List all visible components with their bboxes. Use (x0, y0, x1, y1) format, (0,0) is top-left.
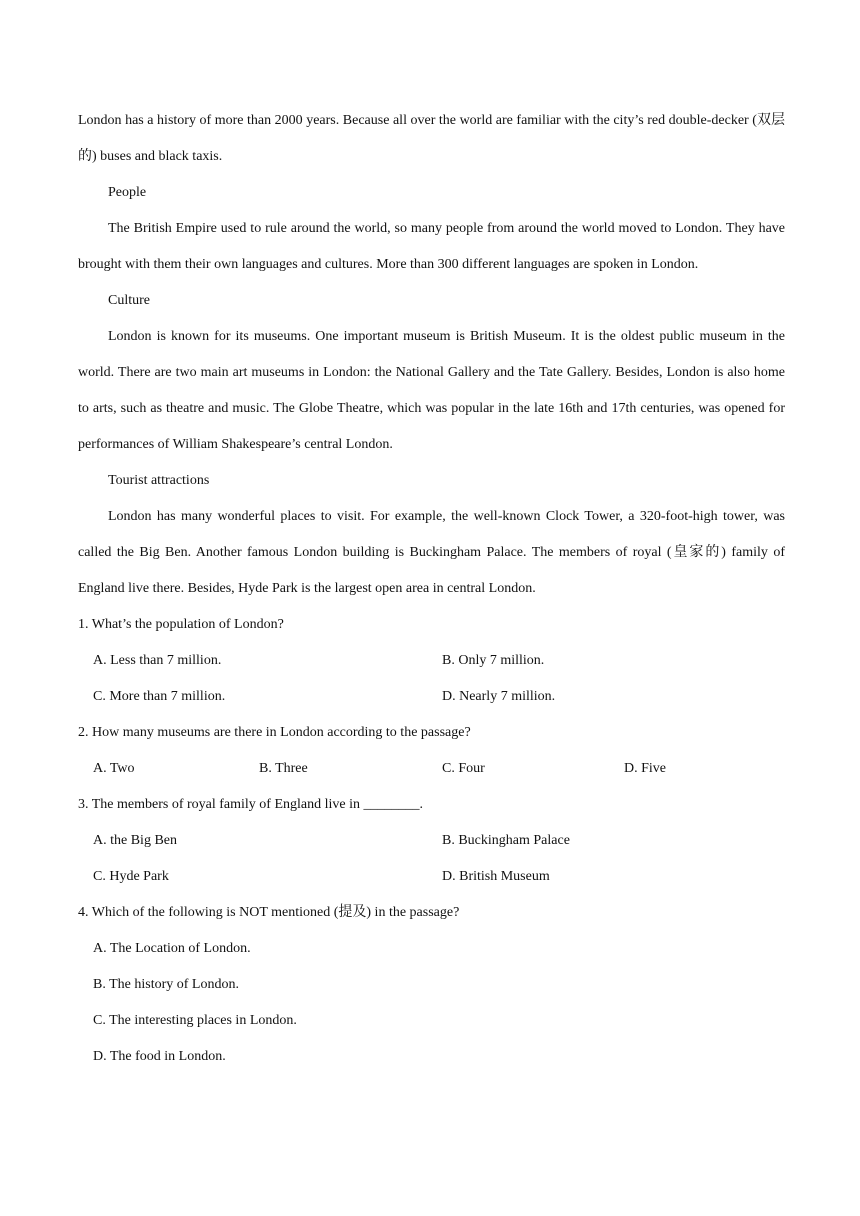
section-text-people: The British Empire used to rule around the world, so many people from around the world moved to London. They have brought with them their own languages and cultures. More than 300 different languages are spoken in London. (78, 221, 785, 272)
question-4-option-c[interactable]: C. The interesting places in London. (93, 1013, 297, 1028)
question-3-options-row-1 (78, 823, 785, 859)
question-4-option-d[interactable]: D. The food in London. (93, 1049, 226, 1064)
section-heading-people: People (108, 185, 147, 200)
question-4-option-b[interactable]: B. The history of London. (93, 977, 239, 992)
question-2-options-row (78, 751, 785, 787)
document-page (78, 103, 785, 1075)
question-1-option-d[interactable]: D. Nearly 7 million. (442, 689, 556, 704)
question-3-option-b[interactable]: B. Buckingham Palace (442, 833, 570, 848)
question-1-options-row-1 (78, 643, 785, 679)
question-2-option-d[interactable]: D. Five (624, 761, 666, 776)
question-3-option-c[interactable]: C. Hyde Park (93, 869, 169, 884)
question-3-option-d[interactable]: D. British Museum (442, 869, 550, 884)
section-heading-tourist-attractions: Tourist attractions (108, 473, 210, 488)
section-text-tourist-attractions: London has many wonderful places to visit. For example, the well-known Clock Tower, a 320-foot-high tower, was called the Big Ben. Another famous London building is Buckingham Palace. The members of royal (皇家的) family of England live there. Besides, Hyde Park is the largest open area in central London. (78, 509, 785, 596)
question-2-stem: 2. How many museums are there in London according to the passage? (78, 725, 471, 740)
question-2-option-c[interactable]: C. Four (442, 761, 485, 776)
question-3-option-a[interactable]: A. the Big Ben (93, 833, 177, 848)
section-text-culture: London is known for its museums. One important museum is British Museum. It is the oldest public museum in the world. There are two main art museums in London: the National Gallery and the Tate Gallery. Besides, London is also home to arts, such as theatre and music. The Globe Theatre, which was popular in the late 16th and 17th centuries, was opened for performances of William Shakespeare’s central London. (78, 329, 785, 452)
section-heading-culture: Culture (108, 293, 150, 308)
question-3-stem: 3. The members of royal family of England live in ________. (78, 797, 424, 812)
passage-intro: London has a history of more than 2000 years. Because all over the world are familiar with the city’s red double-decker (双层的) buses and black taxis. (78, 113, 785, 164)
question-4-option-a[interactable]: A. The Location of London. (93, 941, 251, 956)
question-1-option-a[interactable]: A. Less than 7 million. (93, 653, 222, 668)
question-2-option-a[interactable]: A. Two (93, 761, 135, 776)
question-1-options-row-2 (78, 679, 785, 715)
question-3-options-row-2 (78, 859, 785, 895)
question-2-option-b[interactable]: B. Three (259, 761, 308, 776)
question-1-option-c[interactable]: C. More than 7 million. (93, 689, 226, 704)
question-4-stem: 4. Which of the following is NOT mentioned (提及) in the passage? (78, 905, 460, 920)
question-1-option-b[interactable]: B. Only 7 million. (442, 653, 545, 668)
question-1-stem: 1. What’s the population of London? (78, 617, 284, 632)
